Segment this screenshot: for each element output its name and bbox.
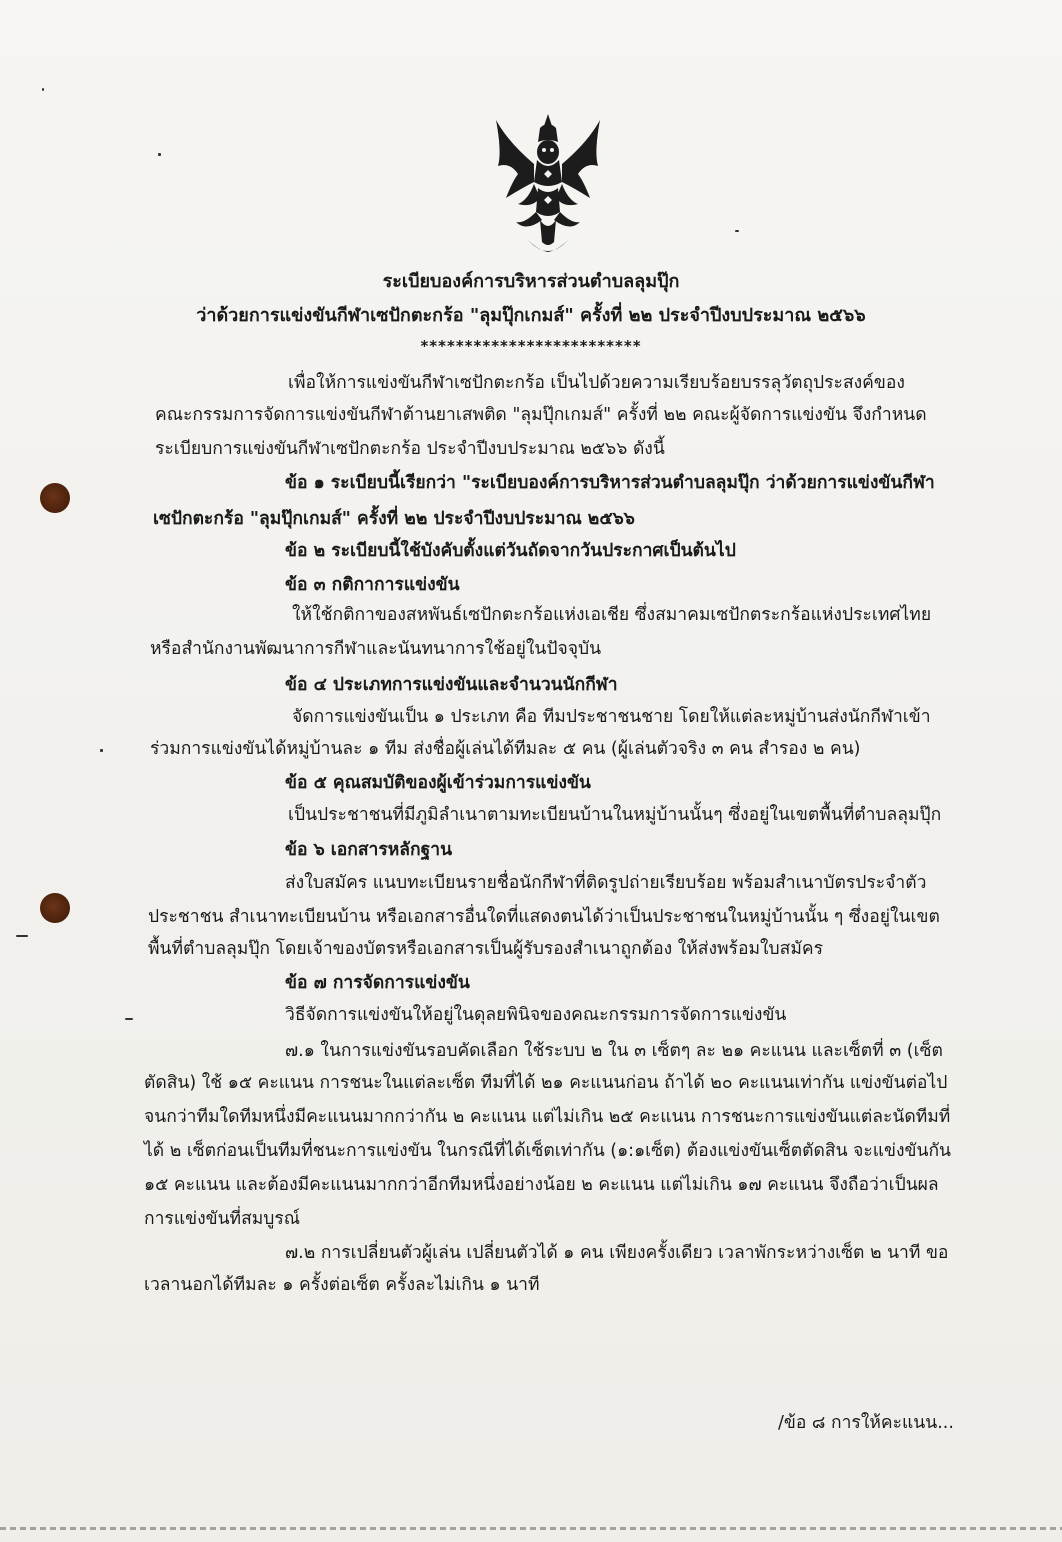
- body-line: ๗.๒ การเปลี่ยนตัวผู้เล่น เปลี่ยนตัวได้ ๑ คน เพียงครั้งเดียว เวลาพักระหว่างเซ็ต ๒ นาที ขอ: [285, 1243, 949, 1263]
- clause-heading: ข้อ ๕ คุณสมบัติของผู้เข้าร่วมการแข่งขัน: [285, 773, 591, 793]
- body-line: เป็นประชาชนที่มีภูมิลำเนาตามทะเบียนบ้านในหมู่บ้านนั้นๆ ซึ่งอยู่ในเขตพื้นที่ตำบลลุมปุ๊ก: [288, 805, 942, 825]
- body-line: ส่งใบสมัคร แนบทะเบียนรายชื่อนักกีฬาที่ติดรูปถ่ายเรียบร้อย พร้อมสำเนาบัตรประจำตัว: [285, 873, 927, 893]
- body-line: คณะกรรมการจัดการแข่งขันกีฬาต้านยาเสพติด "ลุมปุ๊กเกมส์" ครั้งที่ ๒๒ คณะผู้จัดการแข่งขัน จึงกำหนด: [155, 405, 927, 425]
- clause-heading: เซปักตะกร้อ "ลุมปุ๊กเกมส์" ครั้งที่ ๒๒ ประจำปีงบประมาณ ๒๕๖๖: [153, 509, 635, 529]
- body-line: ระเบียบการแข่งขันกีฬาเซปักตะกร้อ ประจำปีงบประมาณ ๒๕๖๖ ดังนี้: [155, 439, 665, 459]
- dust-speck: [100, 749, 103, 752]
- body-line: ตัดสิน) ใช้ ๑๕ คะแนน การชนะในแต่ละเซ็ต ทีมที่ได้ ๒๑ คะแนนก่อน ถ้าได้ ๒๐ คะแนนเท่ากัน แข่งขันต่อไป: [144, 1073, 948, 1093]
- body-line: ๑๕ คะแนน และต้องมีคะแนนมากกว่าอีกทีมหนึ่งอย่างน้อย ๒ คะแนน แต่ไม่เกิน ๑๗ คะแนน จึงถือว่าเป็นผล: [144, 1175, 939, 1195]
- body-line: หรือสำนักงานพัฒนาการกีฬาและนันทนาการใช้อยู่ในปัจจุบัน: [150, 639, 602, 659]
- punch-hole-bottom: [40, 893, 70, 923]
- document-title-line2: ว่าด้วยการแข่งขันกีฬาเซปักตะกร้อ "ลุมปุ๊กเกมส์" ครั้งที่ ๒๒ ประจำปีงบประมาณ ๒๕๖๖: [196, 305, 866, 326]
- clause-heading: ข้อ ๑ ระเบียบนี้เรียกว่า "ระเบียบองค์การบริหารส่วนตำบลลุมปุ๊ก ว่าด้วยการแข่งขันกีฬา: [285, 473, 935, 493]
- body-line: ประชาชน สำเนาทะเบียนบ้าน หรือเอกสารอื่นใดที่แสดงตนได้ว่าเป็นประชาชนในหมู่บ้านนั้น ๆ ซึ่งอยู่ในเขต: [148, 907, 940, 927]
- body-line: จนกว่าทีมใดทีมหนึ่งมีคะแนนมากกว่ากัน ๒ คะแนน แต่ไม่เกิน ๒๕ คะแนน การชนะการแข่งขันแต่ละนัดทีมที่: [144, 1107, 951, 1127]
- dust-speck: [16, 935, 28, 937]
- body-line: การแข่งขันที่สมบูรณ์: [144, 1209, 301, 1229]
- body-line: วิธีจัดการแข่งขันให้อยู่ในดุลยพินิจของคณะกรรมการจัดการแข่งขัน: [285, 1005, 787, 1025]
- dust-speck: [158, 153, 161, 156]
- body-line: ได้ ๒ เซ็ตก่อนเป็นทีมที่ชนะการแข่งขัน ในกรณีที่ได้เซ็ตเท่ากัน (๑:๑เซ็ต) ต้องแข่งขันเซ็ตตัดสิน จะแข่งขันกัน: [144, 1141, 952, 1161]
- clause-heading: ข้อ ๓ กติกาการแข่งขัน: [285, 575, 460, 595]
- body-line: ๗.๑ ในการแข่งขันรอบคัดเลือก ใช้ระบบ ๒ ใน ๓ เซ็ตๆ ละ ๒๑ คะแนน และเซ็ตที่ ๓ (เซ็ต: [285, 1041, 943, 1061]
- body-line: เพื่อให้การแข่งขันกีฬาเซปักตะกร้อ เป็นไปด้วยความเรียบร้อยบรรลุวัตถุประสงค์ของ: [288, 373, 905, 393]
- dust-speck: [42, 88, 44, 91]
- body-line: เวลานอกได้ทีมละ ๑ ครั้งต่อเซ็ต ครั้งละไม่เกิน ๑ นาที: [144, 1275, 540, 1295]
- document-title-line1: ระเบียบองค์การบริหารส่วนตำบลลุมปุ๊ก: [382, 271, 680, 292]
- clause-heading: ข้อ ๔ ประเภทการแข่งขันและจำนวนนักกีฬา: [285, 675, 618, 695]
- title-separator: *************************: [420, 337, 642, 355]
- clause-heading: ข้อ ๖ เอกสารหลักฐาน: [285, 840, 453, 860]
- body-line: จัดการแข่งขันเป็น ๑ ประเภท คือ ทีมประชาชนชาย โดยให้แต่ละหมู่บ้านส่งนักกีฬาเข้า: [292, 707, 931, 727]
- dust-speck: [735, 230, 739, 232]
- scan-edge-line: [0, 1527, 1062, 1530]
- body-line: ให้ใช้กติกาของสหพันธ์เซปักตะกร้อแห่งเอเชีย ซึ่งสมาคมเซปักตระกร้อแห่งประเทศไทย: [292, 605, 932, 625]
- page-continuation: /ข้อ ๘ การให้คะแนน...: [778, 1413, 954, 1433]
- punch-hole-top: [40, 483, 70, 513]
- garuda-emblem-icon: [488, 112, 608, 262]
- body-line: ร่วมการแข่งขันได้หมู่บ้านละ ๑ ทีม ส่งชื่อผู้เล่นได้ทีมละ ๕ คน (ผู้เล่นตัวจริง ๓ คน สำรอง ๒ คน): [150, 739, 861, 759]
- clause-heading: ข้อ ๒ ระเบียบนี้ใช้บังคับตั้งแต่วันถัดจากวันประกาศเป็นต้นไป: [285, 541, 736, 561]
- body-line: พื้นที่ตำบลลุมปุ๊ก โดยเจ้าของบัตรหรือเอกสารเป็นผู้รับรองสำเนาถูกต้อง ให้ส่งพร้อมใบสมัคร: [148, 939, 823, 959]
- clause-heading: ข้อ ๗ การจัดการแข่งขัน: [285, 973, 470, 993]
- dust-speck: [125, 1018, 133, 1020]
